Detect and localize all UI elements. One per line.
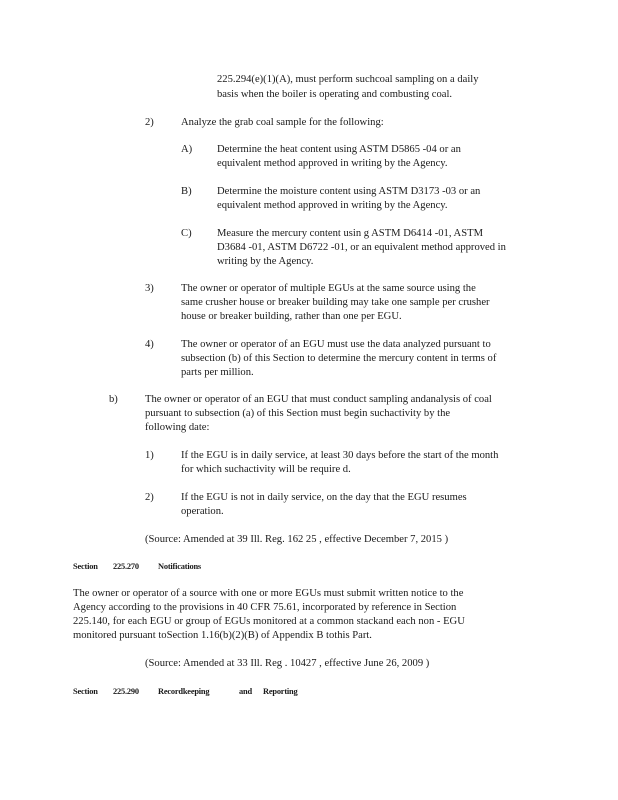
section-290-title-c: Reporting (263, 687, 298, 696)
section-270-line-1: The owner or operator of a source with one or more EGUs must submit written notice to the (73, 588, 464, 599)
item-2a-line-1: Determine the heat content using ASTM D5865 -04 or an (217, 144, 461, 155)
item-3-number: 3) (145, 283, 154, 294)
item-4-number: 4) (145, 339, 154, 350)
section-270-title: Notifications (158, 562, 201, 571)
subsection-b-item-1-line-1: If the EGU is in daily service, at least 30 days before the start of the month (181, 450, 499, 461)
item-3-line-2: same crusher house or breaker building may take one sample per crusher (181, 297, 490, 308)
source-note-1: (Source: Amended at 39 Ill. Reg. 162 25 , effective December 7, 2015 ) (145, 534, 449, 545)
item-2-text: Analyze the grab coal sample for the following: (181, 117, 384, 128)
subsection-b-line-3: following date: (145, 422, 210, 433)
section-290-title-a: Recordkeeping (158, 687, 210, 696)
continuation-line-1: 225.294(e)(1)(A), must perform suchcoal sampling on a daily (217, 74, 479, 85)
item-2b-line-2: equivalent method approved in writing by the Agency. (217, 200, 448, 211)
subsection-b-item-2-line-2: operation. (181, 506, 224, 517)
section-270-line-4: monitored pursuant toSection 1.16(b)(2)(B) of Appendix B tothis Part. (73, 630, 372, 641)
section-290-number: 225.290 (113, 687, 139, 696)
item-2b-line-1: Determine the moisture content using ASTM D3173 -03 or an (217, 186, 481, 197)
section-270-number: 225.270 (113, 562, 139, 571)
item-2c-line-3: writing by the Agency. (217, 256, 314, 267)
item-4-line-1: The owner or operator of an EGU must use the data analyzed pursuant to (181, 339, 491, 350)
section-270-line-3: 225.140, for each EGU or group of EGUs monitored at a common stackand each non - EGU (73, 616, 465, 627)
item-2c-line-2: D3684 -01, ASTM D6722 -01, or an equivalent method approved in (217, 242, 506, 253)
item-4-line-2: subsection (b) of this Section to determine the mercury content in terms of (181, 353, 497, 364)
item-4-line-3: parts per million. (181, 367, 254, 378)
subsection-b-line-1: The owner or operator of an EGU that must conduct sampling andanalysis of coal (145, 394, 492, 405)
item-2c-letter: C) (181, 228, 192, 239)
subsection-b-item-2-number: 2) (145, 492, 154, 503)
source-note-2: (Source: Amended at 33 Ill. Reg . 10427 , effective June 26, 2009 ) (145, 658, 430, 669)
item-3-line-3: house or breaker building, rather than one per EGU. (181, 311, 402, 322)
item-3-line-1: The owner or operator of multiple EGUs at the same source using the (181, 283, 476, 294)
item-2a-line-2: equivalent method approved in writing by the Agency. (217, 158, 448, 169)
item-2c-line-1: Measure the mercury content usin g ASTM D6414 -01, ASTM (217, 228, 483, 239)
subsection-b-item-2-line-1: If the EGU is not in daily service, on the day that the EGU resumes (181, 492, 467, 503)
subsection-b-item-1-line-2: for which suchactivity will be require d. (181, 464, 351, 475)
subsection-b-letter: b) (109, 394, 118, 405)
item-2-number: 2) (145, 117, 154, 128)
item-2b-letter: B) (181, 186, 192, 197)
section-270-line-2: Agency according to the provisions in 40 CFR 75.61, incorporated by reference in Section (73, 602, 457, 613)
section-270-word: Section (73, 562, 98, 571)
subsection-b-line-2: pursuant to subsection (a) of this Section must begin suchactivity by the (145, 408, 451, 419)
section-290-word: Section (73, 687, 98, 696)
item-2a-letter: A) (181, 144, 193, 155)
subsection-b-item-1-number: 1) (145, 450, 154, 461)
section-290-title-b: and (239, 687, 252, 696)
continuation-line-2: basis when the boiler is operating and combusting coal. (217, 89, 453, 100)
